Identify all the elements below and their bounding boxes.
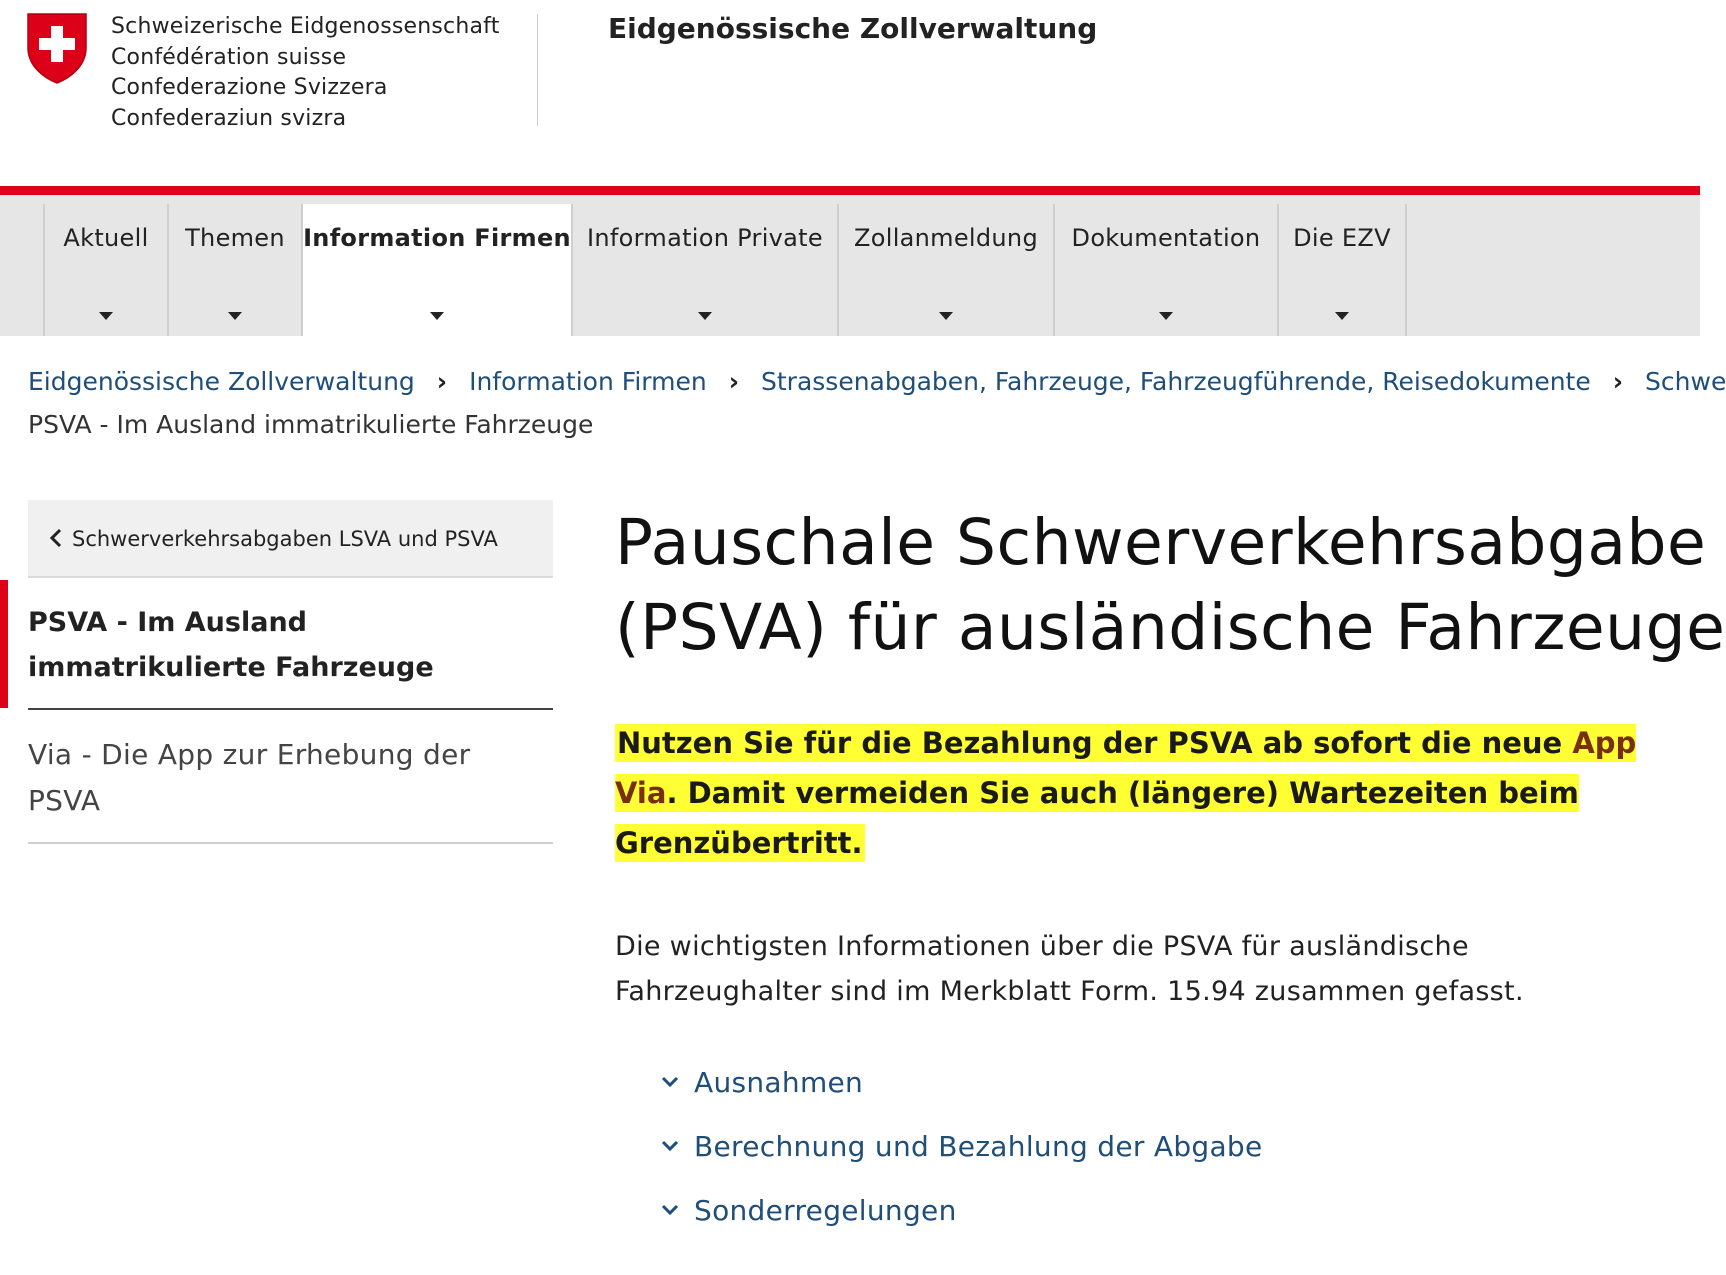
page-title [615, 500, 1726, 670]
breadcrumb-current: PSVA - Im Ausland immatrikulierte Fahrzeuge [28, 410, 594, 439]
accordion-label: Berechnung und Bezahlung der Abgabe [694, 1130, 1263, 1163]
page-title-line: Pauschale Schwerverkehrsabgabe [615, 506, 1707, 579]
chevron-right-icon: › [1612, 367, 1624, 396]
chevron-left-icon [45, 526, 69, 550]
department-title: Eidgenössische Zollverwaltung [608, 12, 1098, 45]
breadcrumb-link[interactable]: Strassenabgaben, Fahrzeuge, Fahrzeugführende, Reisedokumente [761, 367, 1591, 396]
breadcrumb-link[interactable]: Schwe [1645, 367, 1726, 396]
nav-item-information-firmen[interactable] [301, 204, 571, 336]
chevron-down-icon [658, 1134, 682, 1158]
caret-down-icon [430, 312, 444, 320]
caret-down-icon [228, 312, 242, 320]
caret-down-icon [99, 312, 113, 320]
notice-text [615, 724, 1636, 862]
chevron-right-icon: › [436, 367, 448, 396]
confederation-name-fr: Confédération suisse [111, 44, 347, 70]
page-title-line: (PSVA) für ausländische Fahrzeuge [615, 591, 1726, 664]
sidebar-back-label: Schwerverkehrsabgaben LSVA und PSVA [72, 527, 498, 551]
confederation-name-rm: Confederaziun svizra [111, 105, 347, 131]
nav-item-label: Aktuell [63, 224, 149, 252]
sidebar-back-link[interactable] [28, 500, 553, 578]
intro-paragraph: Die wichtigsten Informationen über die PSVA für ausländische Fahrzeughalter sind im Merkblatt Form. 15.94 zusammen gefasst. [615, 931, 1524, 1007]
caret-down-icon [1335, 312, 1349, 320]
accordion-list [658, 1066, 1700, 1258]
nav-item-label: Information Firmen [303, 224, 571, 252]
breadcrumb-link[interactable]: Information Firmen [469, 367, 707, 396]
nav-item-aktuell[interactable] [43, 204, 167, 336]
sidebar-item-label: PSVA - Im Ausland immatrikulierte Fahrzeuge [28, 607, 434, 683]
divider [28, 708, 553, 710]
nav-item-die-ezv[interactable] [1277, 204, 1405, 336]
chevron-down-icon [658, 1198, 682, 1222]
nav-item-label: Themen [185, 224, 285, 252]
nav-item-dokumentation[interactable] [1053, 204, 1277, 336]
confederation-names [111, 12, 500, 134]
confederation-name-de: Schweizerische Eidgenossenschaft [111, 14, 500, 39]
header-divider [537, 14, 538, 126]
caret-down-icon [698, 312, 712, 320]
caret-down-icon [939, 312, 953, 320]
sidebar-item-label: Via - Die App zur Erhebung der PSVA [28, 738, 471, 817]
notice-text-end: . Damit vermeiden Sie auch (längere) Wartezeiten beim Grenzübertritt. [615, 776, 1579, 860]
site-header [0, 0, 1700, 190]
nav-item-label: Dokumentation [1071, 224, 1261, 252]
caret-down-icon [1159, 312, 1173, 320]
nav-item-information-private[interactable] [571, 204, 837, 336]
nav-item-label: Information Private [587, 224, 823, 252]
sidebar-item-active[interactable] [0, 580, 555, 710]
chevron-right-icon: › [728, 367, 739, 396]
nav-item-zollanmeldung[interactable] [837, 204, 1053, 336]
nav-item-label: Die EZV [1293, 224, 1391, 252]
main-navigation [0, 186, 1700, 336]
breadcrumb-link[interactable]: Eidgenössische Zollverwaltung [28, 367, 415, 396]
highlighted-notice [615, 718, 1695, 868]
sidebar-item-via-app[interactable] [28, 732, 553, 842]
accordion-item-sonderregelungen[interactable] [658, 1194, 1700, 1258]
nav-divider [1405, 204, 1407, 336]
confederation-name-it: Confederazione Svizzera [111, 75, 388, 100]
app-via-link[interactable]: App Via [615, 726, 1637, 810]
notice-text-start: Nutzen Sie für die Bezahlung der PSVA ab sofort die neue [617, 726, 1573, 760]
active-indicator [0, 580, 8, 708]
accordion-label: Sonderregelungen [694, 1194, 957, 1227]
nav-item-themen[interactable] [167, 204, 301, 336]
main-content [615, 500, 1726, 1258]
accordion-item-ausnahmen[interactable] [658, 1066, 1700, 1130]
nav-item-label: Zollanmeldung [854, 224, 1038, 252]
divider [28, 842, 553, 844]
swiss-coat-of-arms-icon[interactable] [26, 12, 88, 84]
breadcrumb [28, 367, 1726, 396]
accordion-label: Ausnahmen [694, 1066, 864, 1099]
accordion-item-berechnung[interactable] [658, 1130, 1700, 1194]
chevron-down-icon [658, 1070, 682, 1094]
